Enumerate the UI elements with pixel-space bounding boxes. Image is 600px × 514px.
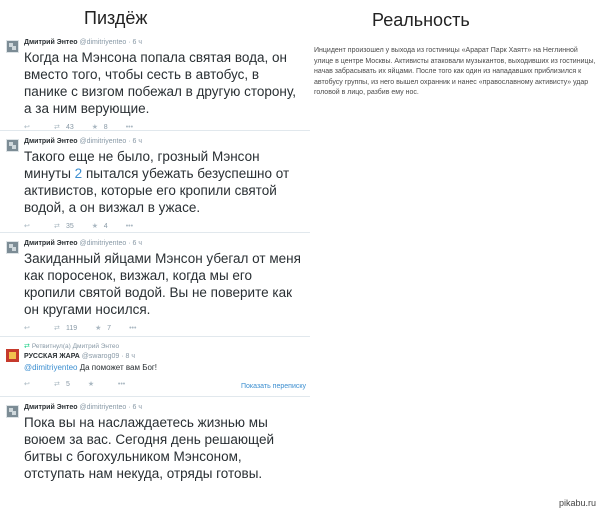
favorite-count: 7 [107,324,112,332]
reply-button[interactable] [24,324,36,332]
retweeted-by-label: Ретвитнул(а) Дмитрий Энтео [31,343,120,350]
more-button[interactable] [129,325,141,332]
tweet-text [24,362,304,373]
star-icon: ★ [87,381,95,388]
star-icon: ★ [91,124,99,131]
retweet-button[interactable] [54,222,74,230]
reality-text: Инцидент произошел у выхода из гостиницы «Арарат Парк Хаятт» на Неглинной улице в центре Москвы. Активисты атаковали музыкантов, выходивших из гостиницы, начав забрасывать их яйцами. После того как один из нападавших приблизился к автобусу группы, из него вышел охранник и нанес «православному активисту» удар головой в лицо, разбив ему нос. [314,47,596,96]
ellipsis-icon: ••• [125,123,134,131]
tweet-text-part: Да поможет вам Бог! [77,363,158,372]
more-button[interactable] [126,223,138,230]
star-icon: ★ [95,325,102,332]
more-button[interactable] [118,381,130,388]
reply-arrow-icon: ↩ [24,325,30,332]
tweet[interactable] [0,131,310,233]
show-conversation-link[interactable]: Показать переписку [240,383,306,390]
favorite-button[interactable] [92,123,108,131]
tweet-header: Дмитрий Энтео @dimitriyenteo · 6 ч [24,404,143,411]
tweet-time[interactable]: 8 ч [125,353,135,360]
retweet-icon: ⇄ [54,124,60,131]
retweet-count: 43 [66,123,74,131]
retweet-icon: ⇄ [24,343,30,350]
more-button[interactable] [126,124,138,131]
tweet[interactable] [0,233,310,337]
tweet-text: Когда на Мэнсона попала святая вода, он вместо того, чтобы сесть в автобус, в панике с визгом побежал в другую сторону, а за ним верующие. [24,50,296,116]
favorite-button[interactable] [88,380,100,388]
tweet-author[interactable]: Дмитрий Энтео [24,240,78,247]
avatar[interactable] [6,349,19,362]
favorite-count: 4 [103,222,108,230]
tweet-handle[interactable]: @dimitriyenteo [79,138,127,145]
reply-arrow-icon: ↩ [24,223,30,230]
ellipsis-icon: ••• [125,222,134,230]
ellipsis-icon: ••• [129,324,137,332]
tweet-handle[interactable]: @swarog09 [81,353,120,360]
tweet-time[interactable]: 6 ч [132,39,143,46]
reply-arrow-icon: ↩ [24,124,30,131]
avatar[interactable] [6,405,19,418]
reply-button[interactable] [24,123,36,131]
tweet[interactable] [0,32,310,131]
tweet-header: РУССКАЯ ЖАРА @swarog09 · 8 ч [24,353,135,360]
retweet-icon: ⇄ [54,223,60,230]
tweet-header: Дмитрий Энтео @dimitriyenteo · 6 ч [24,240,143,247]
tweet[interactable] [0,397,310,497]
tweet-text-part: Такого еще не было, грозный Мэнсон минуты [24,149,260,181]
tweet-feed [0,32,310,497]
tweet-header: Дмитрий Энтео @dimitriyenteo · 6 ч [24,138,143,145]
reply-button[interactable] [24,380,36,388]
star-icon: ★ [91,223,99,230]
avatar[interactable] [6,241,19,254]
retweet-count: 119 [66,324,78,332]
tweet-text: Пока вы на наслаждаетесь жизнью мы воюем за вас. Сегодня день решающей битвы с богохульником Мэнсоном, отступать нам некуда, отряды готовы. [24,415,275,481]
retweet-count: 5 [66,380,70,388]
tweet-author[interactable]: Дмитрий Энтео [24,138,78,145]
favorite-button[interactable] [95,324,111,332]
tweet-text-highlight: 2 [74,166,83,181]
tweet-author[interactable]: РУССКАЯ ЖАРА [24,353,80,360]
tweet-time[interactable]: 6 ч [132,138,143,145]
retweeted-tweet[interactable] [0,337,310,397]
left-column-title: Пиздёж [84,8,148,28]
avatar[interactable] [6,139,19,152]
tweet-handle[interactable]: @dimitriyenteo [79,240,127,247]
tweet-handle[interactable]: @dimitriyenteo [79,39,127,46]
tweet-text [24,148,304,216]
reply-arrow-icon: ↩ [24,381,30,388]
favorite-count: 8 [103,123,108,131]
retweet-button[interactable] [54,324,77,332]
tweet-author[interactable]: Дмитрий Энтео [24,404,78,411]
mention-link[interactable]: @dimitriyenteo [24,363,78,372]
ellipsis-icon: ••• [117,380,126,388]
avatar[interactable] [6,40,19,53]
retweet-context [24,343,304,351]
tweet-text-part: пытался убежать безуспешно от активистов, которые его кропили святой водой, а он визжал в ужасе. [24,166,290,215]
tweet-handle[interactable]: @dimitriyenteo [79,404,127,411]
tweet-time[interactable]: 6 ч [132,404,143,411]
right-column-title: Реальность [372,10,470,30]
tweet-text: Закиданный яйцами Мэнсон убегал от меня как поросенок, визжал, когда мы его кропили святой водой. Вы не поверите как он кругами носился. [24,251,301,317]
tweet-actions [24,221,304,231]
reply-button[interactable] [24,222,36,230]
retweet-icon: ⇄ [54,381,60,388]
tweet-actions [24,323,304,333]
retweet-button[interactable] [54,123,74,131]
retweet-count: 35 [66,222,74,230]
favorite-button[interactable] [92,222,108,230]
watermark: pikabu.ru [558,498,596,508]
tweet-author[interactable]: Дмитрий Энтео [24,39,78,46]
retweet-button[interactable] [54,380,70,388]
retweet-icon: ⇄ [54,325,60,332]
tweet-header: Дмитрий Энтео @dimitriyenteo · 6 ч [24,39,143,46]
tweet-time[interactable]: 6 ч [132,240,143,247]
